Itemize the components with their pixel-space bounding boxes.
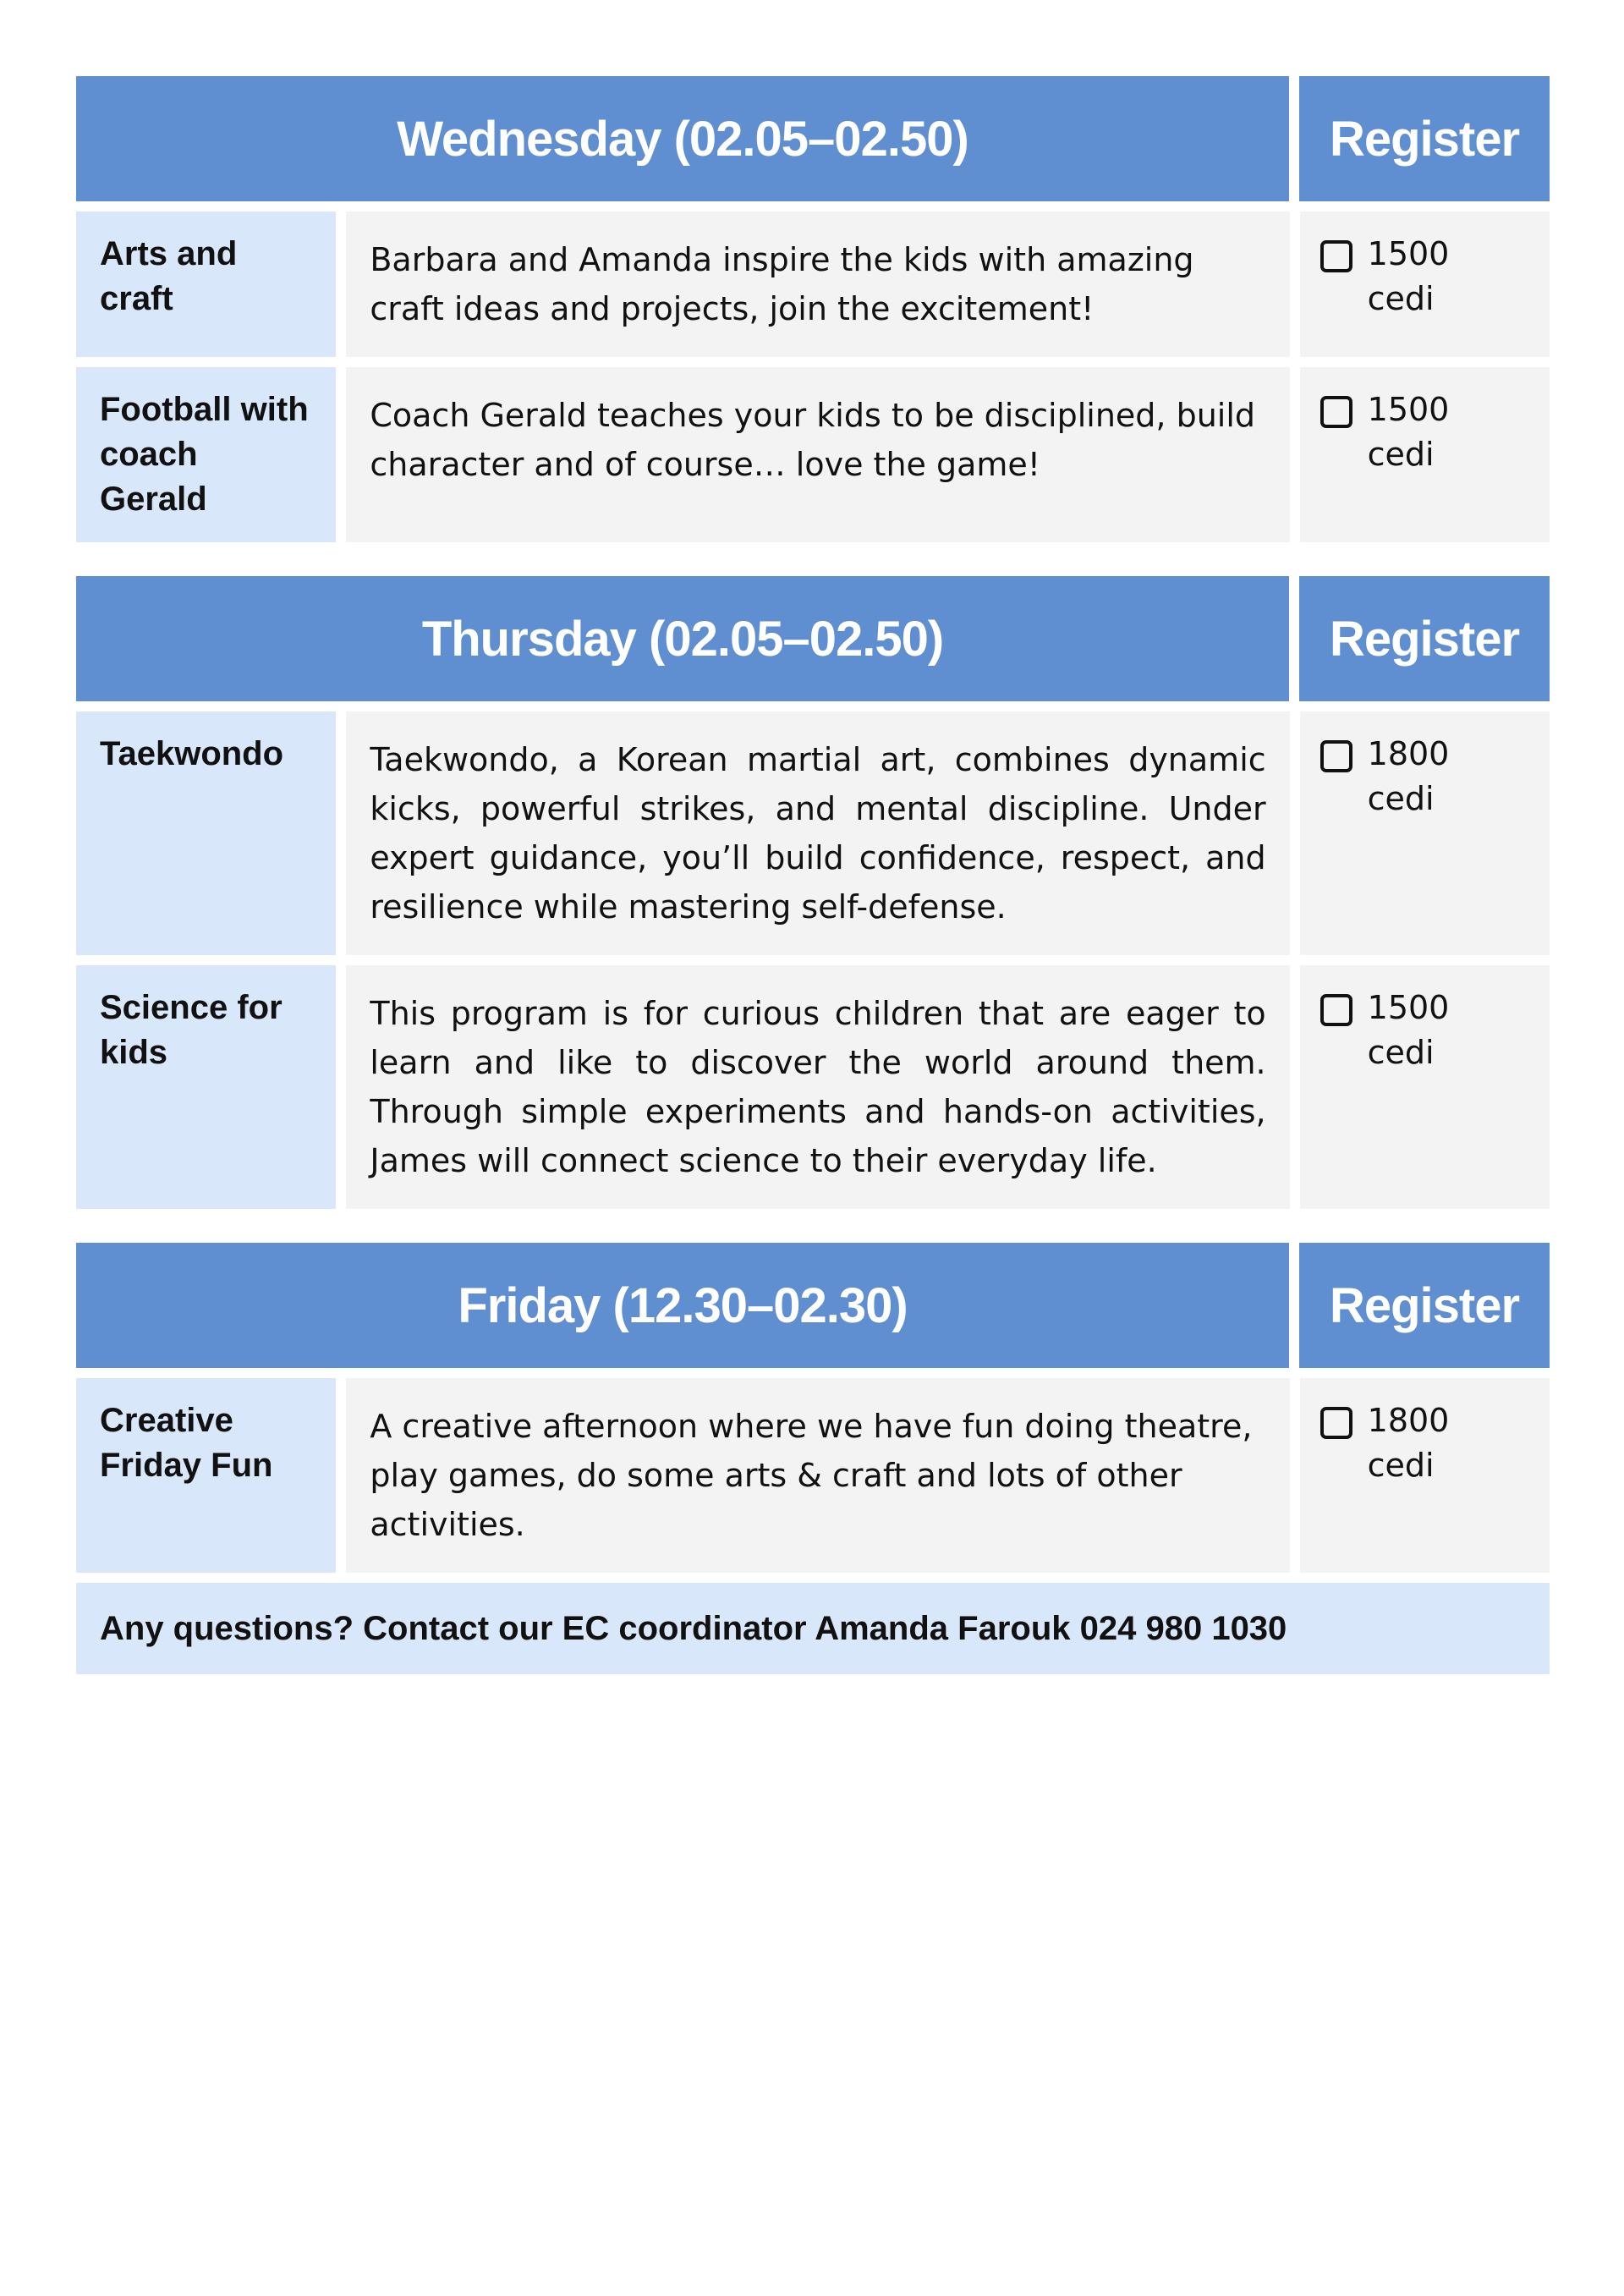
register-checkbox[interactable] [1320, 994, 1352, 1026]
register-cell[interactable] [1300, 711, 1550, 955]
activity-row [76, 1378, 1550, 1573]
activity-row [76, 711, 1550, 955]
schedule-sheet [76, 76, 1550, 1674]
price-currency: cedi [1367, 780, 1435, 817]
register-checkbox[interactable] [1320, 1407, 1352, 1439]
price [1368, 1398, 1450, 1488]
price-amount: 1500 [1367, 235, 1450, 272]
price [1368, 986, 1450, 1075]
register-cell[interactable] [1300, 211, 1550, 357]
price-currency: cedi [1367, 1447, 1435, 1484]
section-header [76, 76, 1550, 201]
price-amount: 1500 [1367, 391, 1450, 428]
section-friday [76, 1243, 1550, 1674]
price-amount: 1800 [1367, 1402, 1450, 1439]
activity-name: Science for kids [76, 965, 336, 1209]
day-heading: Friday (12.30–02.30) [76, 1243, 1289, 1368]
price-amount: 1500 [1367, 989, 1450, 1026]
register-cell[interactable] [1300, 965, 1550, 1209]
contact-footer: Any questions? Contact our EC coordinator Amanda Farouk 024 980 1030 [76, 1583, 1550, 1674]
register-heading: Register [1299, 1243, 1550, 1368]
price-currency: cedi [1367, 436, 1435, 473]
price-currency: cedi [1367, 1034, 1435, 1071]
activity-name: Taekwondo [76, 711, 336, 955]
price [1368, 732, 1450, 821]
activity-name: Creative Friday Fun [76, 1378, 336, 1573]
register-cell[interactable] [1300, 367, 1550, 542]
price-amount: 1800 [1367, 735, 1450, 772]
activity-description: Barbara and Amanda inspire the kids with amazing craft ideas and projects, join the excitement! [346, 211, 1289, 357]
activity-description: A creative afternoon where we have fun doing theatre, play games, do some arts & craft and lots of other activities. [346, 1378, 1289, 1573]
price [1368, 387, 1450, 477]
activity-description: Coach Gerald teaches your kids to be disciplined, build character and of course… love the game! [346, 367, 1289, 542]
register-checkbox[interactable] [1320, 240, 1352, 272]
activity-row [76, 965, 1550, 1209]
price-currency: cedi [1367, 280, 1435, 317]
section-wednesday [76, 76, 1550, 542]
section-header [76, 576, 1550, 701]
activity-description: Taekwondo, a Korean martial art, combines dynamic kicks, powerful strikes, and mental discipline. Under expert guidance, you’ll build confidence, respect, and resilience while mastering self-defense. [346, 711, 1289, 955]
price [1368, 232, 1450, 321]
register-heading: Register [1299, 76, 1550, 201]
activity-name: Arts and craft [76, 211, 336, 357]
activity-description: This program is for curious children that are eager to learn and like to discover the world around them. Through simple experiments and hands-on activities, James will connect science to their everyday life. [346, 965, 1289, 1209]
day-heading: Thursday (02.05–02.50) [76, 576, 1289, 701]
section-header [76, 1243, 1550, 1368]
register-checkbox[interactable] [1320, 740, 1352, 772]
register-cell[interactable] [1300, 1378, 1550, 1573]
register-checkbox[interactable] [1320, 396, 1352, 428]
activity-row [76, 211, 1550, 357]
activity-row [76, 367, 1550, 542]
activity-name: Football with coach Gerald [76, 367, 336, 542]
section-thursday [76, 576, 1550, 1209]
register-heading: Register [1299, 576, 1550, 701]
day-heading: Wednesday (02.05–02.50) [76, 76, 1289, 201]
